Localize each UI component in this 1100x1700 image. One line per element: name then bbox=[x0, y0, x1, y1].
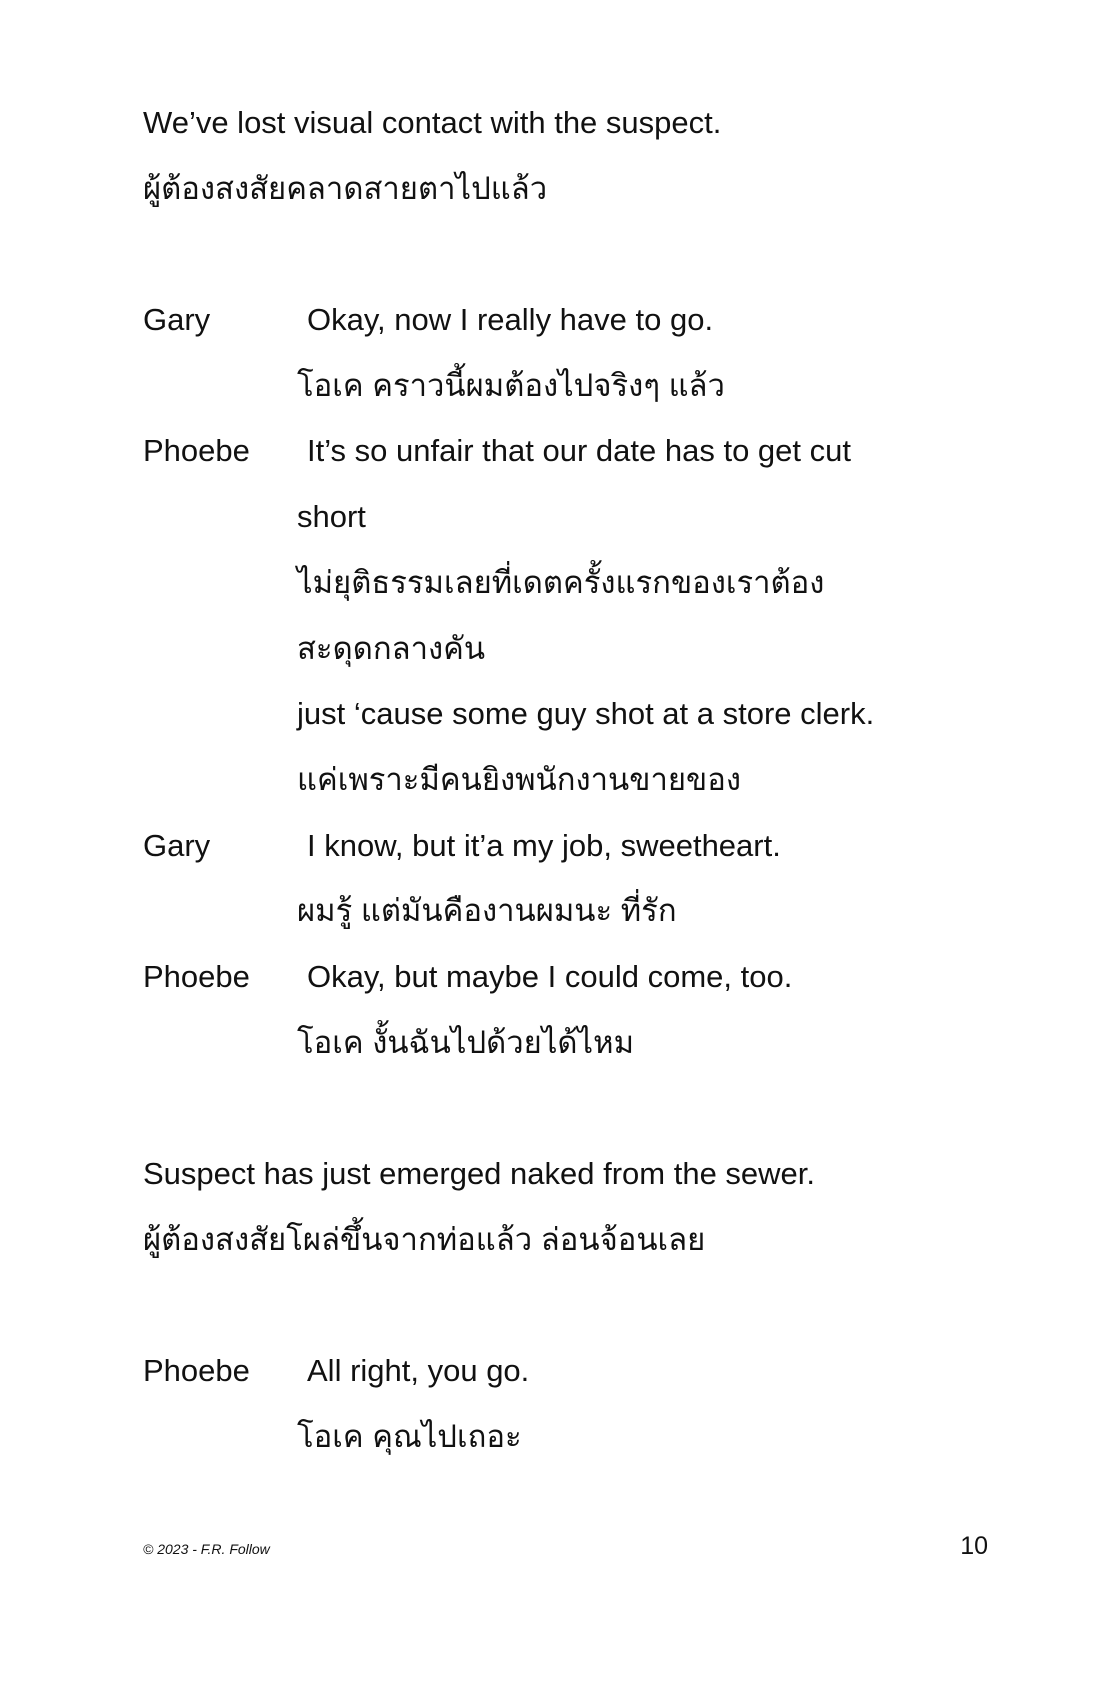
narration-block bbox=[143, 1141, 1000, 1272]
page-number: 10 bbox=[960, 1532, 988, 1560]
dialogue-entry-phoebe bbox=[143, 944, 1000, 1075]
speaker-name: Gary bbox=[143, 827, 211, 863]
dialogue-line-english: short bbox=[297, 499, 366, 535]
dialogue-line-thai: ผมรู้ แต่มันคืองานผมนะ ที่รัก bbox=[297, 893, 677, 929]
dialogue-lines bbox=[297, 813, 1000, 944]
dialogue-lines bbox=[297, 287, 1000, 418]
dialogue-entry-gary bbox=[143, 287, 1000, 418]
narration-english: Suspect has just emerged naked from the sewer. bbox=[143, 1156, 816, 1191]
dialogue-lines bbox=[297, 944, 1000, 1075]
dialogue-line-thai: โอเค คุณไปเถอะ bbox=[297, 1418, 522, 1454]
speaker-name: Gary bbox=[143, 302, 211, 338]
dialogue-block bbox=[143, 287, 1000, 1075]
dialogue-line-english: just ‘cause some guy shot at a store clerk. bbox=[297, 696, 875, 732]
footer-copyright: © 2023 - F.R. Follow bbox=[143, 1541, 270, 1557]
spacer bbox=[143, 1075, 1000, 1141]
dialogue-line-english: I know, but it’a my job, sweetheart. bbox=[307, 827, 781, 863]
dialogue-lines bbox=[297, 1338, 1000, 1469]
dialogue-line-thai: โอเค คราวนี้ผมต้องไปจริงๆ แล้ว bbox=[297, 367, 725, 403]
narration-block bbox=[143, 90, 1000, 221]
dialogue-line-english: Okay, now I really have to go. bbox=[307, 302, 714, 338]
dialogue-line-english: It’s so unfair that our date has to get cut bbox=[307, 433, 851, 469]
spacer bbox=[143, 221, 1000, 287]
dialogue-entry-gary bbox=[143, 813, 1000, 944]
dialogue-lines bbox=[297, 418, 1000, 812]
dialogue-line-thai: แค่เพราะมีคนยิงพนักงานขายของ bbox=[297, 761, 741, 797]
speaker-name: Phoebe bbox=[143, 958, 250, 994]
speaker-name: Phoebe bbox=[143, 1353, 250, 1389]
dialogue-line-thai: ไม่ยุติธรรมเลยที่เดตครั้งแรกของเราต้อง bbox=[297, 564, 825, 600]
dialogue-line-thai: สะดุดกลางคัน bbox=[297, 630, 486, 666]
dialogue-line-thai: โอเค งั้นฉันไปด้วยได้ไหม bbox=[297, 1024, 635, 1060]
dialogue-block bbox=[143, 1338, 1000, 1469]
speaker-name: Phoebe bbox=[143, 433, 250, 469]
narration-thai: ผู้ต้องสงสัยคลาดสายตาไปแล้ว bbox=[143, 170, 548, 206]
narration-english: We’ve lost visual contact with the suspect. bbox=[143, 105, 722, 140]
narration-thai: ผู้ต้องสงสัยโผล่ขึ้นจากท่อแล้ว ล่อนจ้อนเลย bbox=[143, 1221, 706, 1257]
spacer bbox=[143, 1272, 1000, 1338]
dialogue-entry-phoebe bbox=[143, 1338, 1000, 1469]
dialogue-line-english: All right, you go. bbox=[307, 1353, 530, 1389]
dialogue-line-english: Okay, but maybe I could come, too. bbox=[307, 958, 793, 994]
dialogue-entry-phoebe bbox=[143, 418, 1000, 812]
